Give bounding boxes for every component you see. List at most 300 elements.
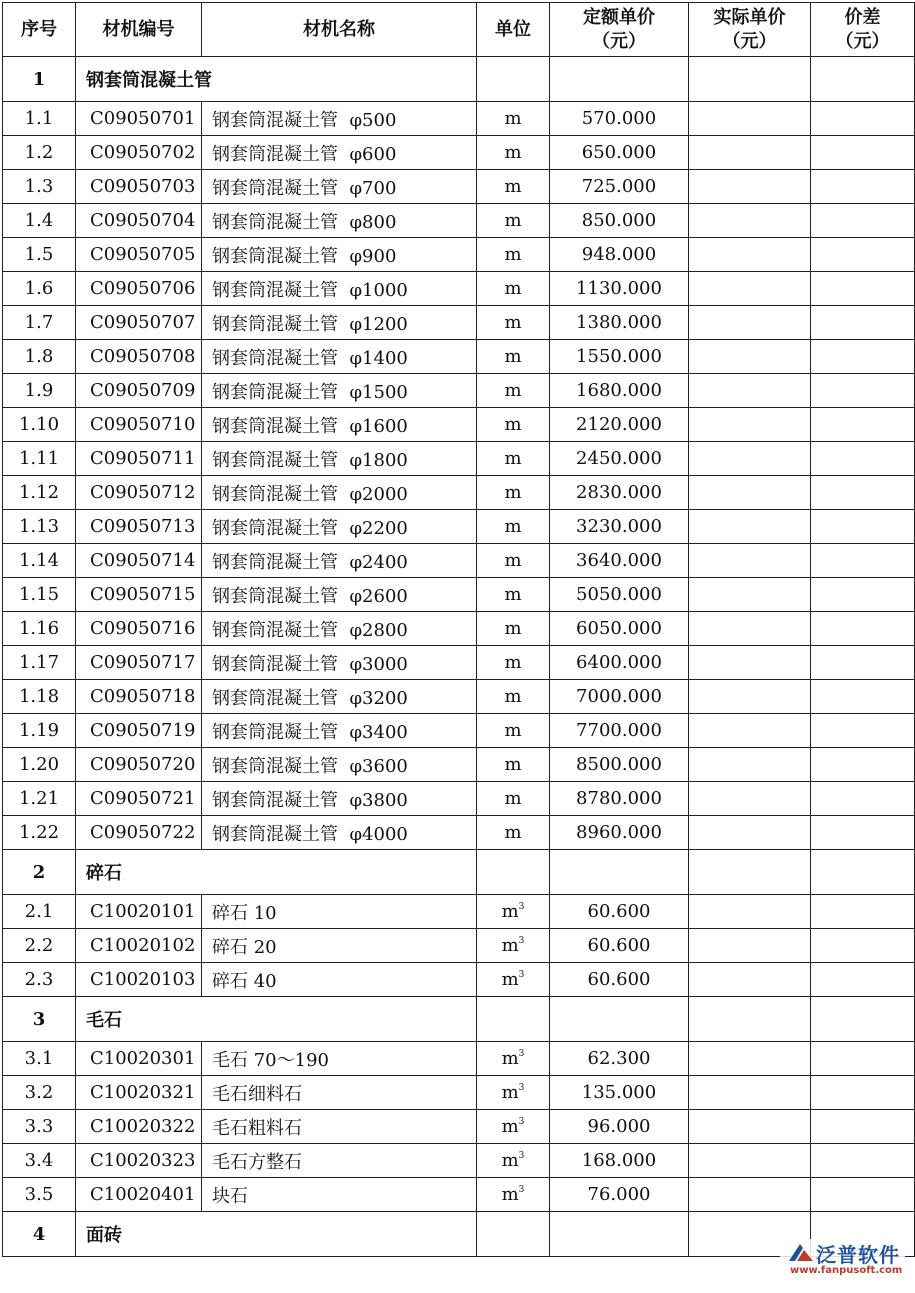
group-title: 碎石: [76, 850, 477, 895]
row-price: 948.000: [550, 238, 689, 272]
row-price: 1550.000: [550, 340, 689, 374]
row-actual-price: [689, 782, 811, 816]
row-price: 76.000: [550, 1178, 689, 1212]
row-name: 钢套筒混凝土管 φ4000: [202, 816, 477, 850]
header-quota-price: [550, 3, 689, 57]
row-actual-price: [689, 204, 811, 238]
header-diff: [811, 3, 915, 57]
watermark-url: www.fanpusoft.com: [790, 1265, 903, 1276]
row-code: C09050708: [76, 340, 202, 374]
row-actual-price: [689, 306, 811, 340]
row-code: C09050718: [76, 680, 202, 714]
row-unit: [477, 1144, 550, 1178]
row-diff: [811, 1178, 915, 1212]
row-price: 1680.000: [550, 374, 689, 408]
table-row: [3, 1110, 915, 1144]
row-diff: [811, 544, 915, 578]
row-unit: [477, 340, 550, 374]
row-code: C09050706: [76, 272, 202, 306]
row-actual-price: [689, 238, 811, 272]
row-unit-text: m: [501, 901, 519, 922]
row-seq: 1.3: [3, 170, 76, 204]
group-title: 面砖: [76, 1212, 477, 1257]
row-actual-price: [689, 544, 811, 578]
row-unit: [477, 929, 550, 963]
row-name: 钢套筒混凝土管 φ600: [202, 136, 477, 170]
group-title: 钢套筒混凝土管: [76, 57, 477, 102]
header-name: 材机名称: [202, 3, 477, 57]
row-actual-price: [689, 816, 811, 850]
row-seq: 3.2: [3, 1076, 76, 1110]
header-diff-label: 价差: [844, 6, 881, 28]
row-diff: [811, 1042, 915, 1076]
row-code: C09050712: [76, 476, 202, 510]
row-seq: 2.3: [3, 963, 76, 997]
row-price: 3230.000: [550, 510, 689, 544]
row-name: 钢套筒混凝土管 φ1800: [202, 442, 477, 476]
row-unit-sup: 3: [518, 970, 525, 980]
row-seq: 1.10: [3, 408, 76, 442]
row-actual-price: [689, 680, 811, 714]
row-diff: [811, 442, 915, 476]
row-seq: 3.1: [3, 1042, 76, 1076]
row-unit: [477, 612, 550, 646]
table-row: [3, 578, 915, 612]
row-unit-sup: 3: [518, 1185, 525, 1195]
row-seq: 1.5: [3, 238, 76, 272]
row-diff: [811, 408, 915, 442]
row-unit: [477, 102, 550, 136]
row-unit: [477, 442, 550, 476]
row-seq: 1.4: [3, 204, 76, 238]
row-name: 钢套筒混凝土管 φ900: [202, 238, 477, 272]
table-row: [3, 306, 915, 340]
table-row: [3, 1178, 915, 1212]
row-diff: [811, 1076, 915, 1110]
row-unit-text: m: [504, 822, 522, 843]
row-unit: [477, 136, 550, 170]
row-diff: [811, 272, 915, 306]
row-seq: 1.21: [3, 782, 76, 816]
row-price: 6050.000: [550, 612, 689, 646]
row-name: 钢套筒混凝土管 φ1600: [202, 408, 477, 442]
row-unit-sup: 3: [518, 1083, 525, 1093]
row-code: C10020322: [76, 1110, 202, 1144]
watermark-brand: 泛普软件: [816, 1243, 900, 1267]
row-diff: [811, 102, 915, 136]
row-actual-price: [689, 963, 811, 997]
row-unit-text: m: [504, 448, 522, 469]
row-unit-text: m: [501, 1184, 519, 1205]
row-price: 8960.000: [550, 816, 689, 850]
row-seq: 1.14: [3, 544, 76, 578]
row-seq: 1.6: [3, 272, 76, 306]
row-name: 钢套筒混凝土管 φ800: [202, 204, 477, 238]
row-unit-text: m: [504, 414, 522, 435]
row-actual-price: [689, 272, 811, 306]
row-seq: 1.11: [3, 442, 76, 476]
row-seq: 1.1: [3, 102, 76, 136]
row-seq: 1.13: [3, 510, 76, 544]
row-unit-text: m: [504, 346, 522, 367]
row-diff: [811, 136, 915, 170]
row-unit: [477, 646, 550, 680]
row-unit: [477, 510, 550, 544]
table-row: [3, 340, 915, 374]
row-code: C09050705: [76, 238, 202, 272]
row-diff: [811, 963, 915, 997]
row-actual-price: [689, 1178, 811, 1212]
row-diff: [811, 929, 915, 963]
row-diff: [811, 238, 915, 272]
row-diff: [811, 895, 915, 929]
row-unit: [477, 680, 550, 714]
group-seq: 1: [3, 57, 76, 102]
row-unit-text: m: [504, 720, 522, 741]
row-price: 8500.000: [550, 748, 689, 782]
row-name: 毛石方整石: [202, 1144, 477, 1178]
empty-cell: [477, 1212, 550, 1257]
row-code: C09050713: [76, 510, 202, 544]
empty-cell: [477, 57, 550, 102]
row-actual-price: [689, 646, 811, 680]
row-code: C09050717: [76, 646, 202, 680]
empty-cell: [550, 57, 689, 102]
row-unit-sup: 3: [518, 936, 525, 946]
row-price: 60.600: [550, 929, 689, 963]
row-unit: [477, 895, 550, 929]
header-actual-price: [689, 3, 811, 57]
row-code: C09050701: [76, 102, 202, 136]
row-unit: [477, 1042, 550, 1076]
row-name: 钢套筒混凝土管 φ3600: [202, 748, 477, 782]
row-name: 毛石 70～190: [202, 1042, 477, 1076]
row-unit: [477, 714, 550, 748]
table-row: [3, 963, 915, 997]
row-name: 块石: [202, 1178, 477, 1212]
row-actual-price: [689, 374, 811, 408]
table-row: [3, 748, 915, 782]
empty-cell: [550, 1212, 689, 1257]
row-price: 6400.000: [550, 646, 689, 680]
row-price: 650.000: [550, 136, 689, 170]
header-quota-price-unit: （元）: [592, 30, 646, 52]
row-actual-price: [689, 136, 811, 170]
row-unit: [477, 374, 550, 408]
row-unit-text: m: [504, 312, 522, 333]
row-name: 碎石 10: [202, 895, 477, 929]
row-unit-text: m: [504, 584, 522, 605]
empty-cell: [811, 997, 915, 1042]
table-row: [3, 680, 915, 714]
row-price: 1130.000: [550, 272, 689, 306]
row-price: 60.600: [550, 963, 689, 997]
row-unit-text: m: [504, 516, 522, 537]
row-code: C09050709: [76, 374, 202, 408]
row-diff: [811, 714, 915, 748]
row-seq: 3.4: [3, 1144, 76, 1178]
row-unit-sup: 3: [518, 902, 525, 912]
row-unit-text: m: [504, 550, 522, 571]
row-seq: 1.8: [3, 340, 76, 374]
row-code: C09050703: [76, 170, 202, 204]
row-price: 168.000: [550, 1144, 689, 1178]
header-code: 材机编号: [76, 3, 202, 57]
row-price: 62.300: [550, 1042, 689, 1076]
row-name: 钢套筒混凝土管 φ700: [202, 170, 477, 204]
row-code: C09050715: [76, 578, 202, 612]
row-unit: [477, 1110, 550, 1144]
row-actual-price: [689, 929, 811, 963]
row-diff: [811, 816, 915, 850]
row-diff: [811, 204, 915, 238]
table-row: [3, 1076, 915, 1110]
row-diff: [811, 748, 915, 782]
empty-cell: [477, 997, 550, 1042]
row-diff: [811, 306, 915, 340]
row-unit: [477, 272, 550, 306]
row-unit-text: m: [501, 1116, 519, 1137]
row-name: 钢套筒混凝土管 φ500: [202, 102, 477, 136]
row-price: 570.000: [550, 102, 689, 136]
table-row: [3, 136, 915, 170]
row-price: 135.000: [550, 1076, 689, 1110]
header-quota-price-label: 定额单价: [583, 6, 655, 28]
group-seq: 2: [3, 850, 76, 895]
row-code: C10020323: [76, 1144, 202, 1178]
row-actual-price: [689, 102, 811, 136]
empty-cell: [550, 850, 689, 895]
row-name: 钢套筒混凝土管 φ1000: [202, 272, 477, 306]
row-unit-text: m: [501, 1082, 519, 1103]
row-code: C09050704: [76, 204, 202, 238]
row-unit: [477, 1076, 550, 1110]
row-unit: [477, 408, 550, 442]
row-actual-price: [689, 510, 811, 544]
header-seq: 序号: [3, 3, 76, 57]
row-seq: 1.15: [3, 578, 76, 612]
row-actual-price: [689, 612, 811, 646]
empty-cell: [811, 850, 915, 895]
row-code: C10020102: [76, 929, 202, 963]
row-name: 钢套筒混凝土管 φ2600: [202, 578, 477, 612]
table-row: [3, 510, 915, 544]
row-code: C09050714: [76, 544, 202, 578]
row-name: 碎石 20: [202, 929, 477, 963]
row-price: 725.000: [550, 170, 689, 204]
row-diff: [811, 680, 915, 714]
empty-cell: [689, 850, 811, 895]
row-code: C09050702: [76, 136, 202, 170]
table-body: [3, 57, 915, 1257]
row-name: 钢套筒混凝土管 φ3000: [202, 646, 477, 680]
row-unit-text: m: [504, 652, 522, 673]
row-price: 2450.000: [550, 442, 689, 476]
row-actual-price: [689, 895, 811, 929]
row-seq: 2.1: [3, 895, 76, 929]
row-unit-text: m: [504, 618, 522, 639]
table-row: [3, 895, 915, 929]
row-unit: [477, 782, 550, 816]
row-price: 7000.000: [550, 680, 689, 714]
row-actual-price: [689, 476, 811, 510]
row-code: C09050719: [76, 714, 202, 748]
row-name: 钢套筒混凝土管 φ2400: [202, 544, 477, 578]
table-row: [3, 442, 915, 476]
row-diff: [811, 1144, 915, 1178]
table-row: [3, 170, 915, 204]
row-unit: [477, 578, 550, 612]
row-diff: [811, 782, 915, 816]
row-price: 96.000: [550, 1110, 689, 1144]
row-code: C10020101: [76, 895, 202, 929]
row-unit: [477, 170, 550, 204]
row-actual-price: [689, 1076, 811, 1110]
row-seq: 1.16: [3, 612, 76, 646]
row-actual-price: [689, 748, 811, 782]
row-diff: [811, 1110, 915, 1144]
row-name: 钢套筒混凝土管 φ3800: [202, 782, 477, 816]
header-unit: 单位: [477, 3, 550, 57]
table-row: [3, 782, 915, 816]
row-diff: [811, 510, 915, 544]
row-seq: 1.18: [3, 680, 76, 714]
table-row: [3, 646, 915, 680]
row-unit-text: m: [504, 686, 522, 707]
row-unit-text: m: [504, 210, 522, 231]
row-actual-price: [689, 170, 811, 204]
group-row: [3, 850, 915, 895]
table-row: [3, 102, 915, 136]
row-name: 钢套筒混凝土管 φ3200: [202, 680, 477, 714]
row-diff: [811, 170, 915, 204]
table-row: [3, 1144, 915, 1178]
row-code: C10020103: [76, 963, 202, 997]
row-unit-sup: 3: [518, 1049, 525, 1059]
row-diff: [811, 646, 915, 680]
row-price: 3640.000: [550, 544, 689, 578]
row-name: 毛石细料石: [202, 1076, 477, 1110]
row-unit-text: m: [504, 142, 522, 163]
row-diff: [811, 374, 915, 408]
watermark-logo: [780, 1239, 905, 1281]
row-diff: [811, 578, 915, 612]
table-row: [3, 929, 915, 963]
table-row: [3, 204, 915, 238]
material-price-table: [2, 2, 915, 1257]
table-row: [3, 714, 915, 748]
row-unit: [477, 204, 550, 238]
row-name: 钢套筒混凝土管 φ2200: [202, 510, 477, 544]
row-seq: 1.9: [3, 374, 76, 408]
empty-cell: [550, 997, 689, 1042]
row-price: 8780.000: [550, 782, 689, 816]
row-seq: 1.19: [3, 714, 76, 748]
row-name: 钢套筒混凝土管 φ1400: [202, 340, 477, 374]
row-unit-text: m: [501, 969, 519, 990]
row-name: 钢套筒混凝土管 φ3400: [202, 714, 477, 748]
header-actual-price-unit: （元）: [722, 30, 777, 52]
row-actual-price: [689, 442, 811, 476]
row-price: 2120.000: [550, 408, 689, 442]
header-diff-unit: （元）: [835, 30, 890, 52]
table-row: [3, 408, 915, 442]
group-row: [3, 997, 915, 1042]
row-code: C10020401: [76, 1178, 202, 1212]
row-unit: [477, 544, 550, 578]
row-price: 850.000: [550, 204, 689, 238]
row-unit-text: m: [504, 482, 522, 503]
row-unit-text: m: [504, 176, 522, 197]
row-price: 7700.000: [550, 714, 689, 748]
row-unit-text: m: [504, 244, 522, 265]
row-price: 2830.000: [550, 476, 689, 510]
row-actual-price: [689, 408, 811, 442]
row-price: 5050.000: [550, 578, 689, 612]
group-seq: 4: [3, 1212, 76, 1257]
row-unit: [477, 476, 550, 510]
row-unit-text: m: [501, 1150, 519, 1171]
group-row: [3, 1212, 915, 1257]
row-code: C09050707: [76, 306, 202, 340]
row-code: C09050720: [76, 748, 202, 782]
table-row: [3, 816, 915, 850]
row-code: C09050721: [76, 782, 202, 816]
row-unit-sup: 3: [518, 1151, 525, 1161]
row-actual-price: [689, 340, 811, 374]
row-price: 1380.000: [550, 306, 689, 340]
row-seq: 1.2: [3, 136, 76, 170]
table-row: [3, 544, 915, 578]
row-name: 钢套筒混凝土管 φ2000: [202, 476, 477, 510]
empty-cell: [689, 57, 811, 102]
row-code: C10020301: [76, 1042, 202, 1076]
row-name: 钢套筒混凝土管 φ1500: [202, 374, 477, 408]
row-name: 钢套筒混凝土管 φ1200: [202, 306, 477, 340]
row-name: 钢套筒混凝土管 φ2800: [202, 612, 477, 646]
table-row: [3, 1042, 915, 1076]
row-code: C09050716: [76, 612, 202, 646]
row-seq: 1.22: [3, 816, 76, 850]
row-seq: 3.5: [3, 1178, 76, 1212]
empty-cell: [811, 57, 915, 102]
fanpu-logo-icon: [786, 1241, 816, 1267]
row-unit: [477, 963, 550, 997]
row-diff: [811, 340, 915, 374]
row-unit-text: m: [504, 108, 522, 129]
row-actual-price: [689, 1110, 811, 1144]
row-unit-text: m: [504, 278, 522, 299]
row-seq: 1.20: [3, 748, 76, 782]
row-unit: [477, 238, 550, 272]
row-unit: [477, 1178, 550, 1212]
row-code: C10020321: [76, 1076, 202, 1110]
group-title: 毛石: [76, 997, 477, 1042]
row-unit-text: m: [501, 1048, 519, 1069]
row-actual-price: [689, 1144, 811, 1178]
empty-cell: [477, 850, 550, 895]
group-row: [3, 57, 915, 102]
row-actual-price: [689, 578, 811, 612]
row-diff: [811, 476, 915, 510]
row-seq: 1.12: [3, 476, 76, 510]
table-row: [3, 612, 915, 646]
table-header-row: [3, 3, 915, 57]
row-diff: [811, 612, 915, 646]
row-unit-text: m: [501, 935, 519, 956]
header-actual-price-label: 实际单价: [713, 6, 786, 28]
row-seq: 3.3: [3, 1110, 76, 1144]
